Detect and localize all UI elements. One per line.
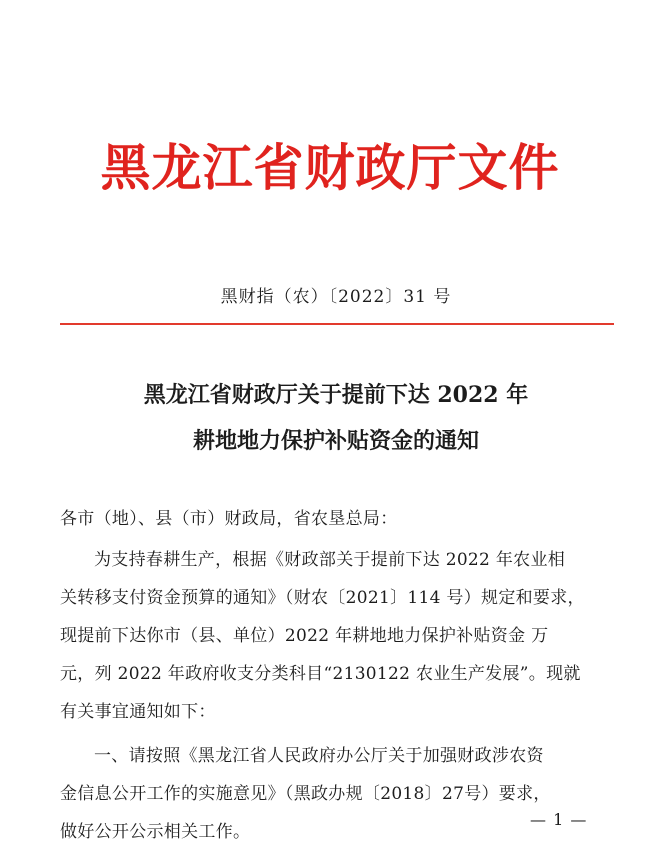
document-number: 黑财指（农）〔2022〕31 号 (220, 287, 452, 307)
paragraph-2-line-2: 金信息公开工作的实施意见》（黑政办规〔2018〕27号）要求， (60, 784, 551, 804)
paragraph-1-line-2: 关转移支付资金预算的通知》（财农〔2021〕114 号）规定和要求， (60, 588, 585, 608)
paragraph-1-line-1: 为支持春耕生产，根据《财政部关于提前下达 2022 年农业相 (94, 550, 566, 570)
recipient-line: 各市（地）、县（市）财政局，省农垦总局： (60, 509, 398, 529)
paragraph-1-line-4: 元，列 2022 年政府收支分类科目“2130122 农业生产发展”。现就 (60, 664, 581, 684)
notice-title-line-2: 耕地地力保护补贴资金的通知 (192, 428, 479, 454)
document-header-title: 黑龙江省财政厅文件 (100, 138, 560, 197)
paragraph-2-line-1: 一、请按照《黑龙江省人民政府办公厅关于加强财政涉农资 (94, 746, 544, 766)
red-divider-rule (60, 323, 614, 325)
paragraph-1-line-3: 现提前下达你市（县、单位）2022 年耕地地力保护补贴资金 万 (60, 626, 549, 646)
paragraph-1-line-5: 有关事宜通知如下： (60, 702, 216, 722)
page-number: — 1 — (530, 810, 588, 829)
paragraph-2-line-3: 做好公开公示相关工作。 (60, 822, 251, 842)
notice-title-line-1: 黑龙江省财政厅关于提前下达 2022 年 (143, 382, 529, 408)
